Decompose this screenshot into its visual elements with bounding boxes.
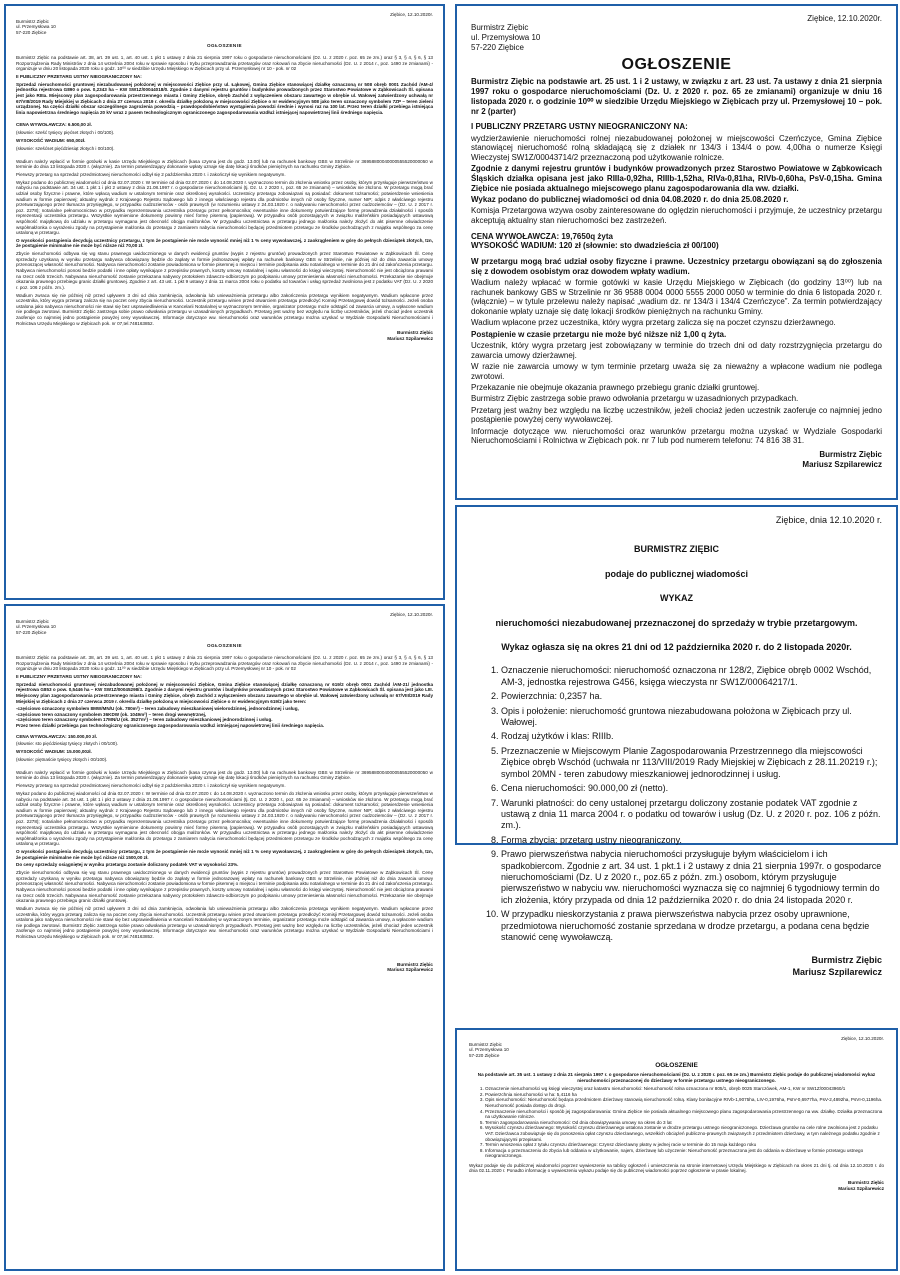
notice-date: Ziębice, 12.10.2020r. [841,1036,884,1041]
address-line: 57-220 Ziębice [16,629,47,635]
list-item: 2. Powierzchnia: 0,2357 ha. [501,691,882,702]
signature-line: Mariusz Szpilarewicz [387,967,433,973]
notice-body: Wykaz podano do publicznej wiadomości od dnia 02.07.2020 r. W terminie od dnia 02.07.2020 r. do 14.08.2020 r. wyznaczono termin do złożenia wniosku przez osoby, którym przysługuje pierwszeństwo w nabyciu na podstawie art. 34 ust. 1 pkt 1 i pkt 2 ustawy z dnia 21.08.1997 r. o gospodarce nieruchomościami (tj. Dz. U. z 2020 r., poz. 65 ze zmianami) – wniosków nie złożono. W przetargu mogą brać udział osoby fizyczne i prawne, które wpłacą wadium w ustalonym terminie oraz określonej wysokości. Uczestnicy przetargu zobowiązani są posiadać: dokument tożsamości; potwierdzenie wniesienia wadium w formie papierowej; aktualny wydruk z Krajowego Rejestru Sądowego lub z innego właściwego rejestru dla podmiotów innych niż osoby fizyczne, numer NIP; odpis z właściwego rejestru przetwarzającego przez tłumacza przysięgłego, w przypadku cudzoziemców - osób prawnych (w rozumieniu ustawy z 24.03.1920 r. o nabywaniu nieruchomości przez cudzoziemców – (Dz. U. z 2017 r. poz. 2278); notarialne pełnomocnictwo w przypadku reprezentowania uczestnika przetargu przez pełnomocnika; ewentualnie inne dokumenty potwierdzające formę prowadzenia działalności i sposób reprezentacji uczestnika przetargu. Wszystkie wymienione dokumenty powinny mieć formę pisemną (papierową). W przypadku osób pozostających w związku małżeńskim posiadających ustawową wspólność majątkową do udziału w przetargu wymagana jest obecność obojga małżonków. W przypadku uczestnictwa w przetargu jednego małżonka należy złożyć do akt pisemne oświadczenie współmałżonka o wyrażeniu zgody na przystąpienie małżonka do przetargu z zamiarem nabycia nieruchomości będącej przedmiotem przetargu ze środków pochodzących z majątku wspólnego za cenę ustaloną w przetargu. [16,790,433,847]
address-line: ul. Przemysłowa 10 [469,1047,509,1053]
notice-title: OGŁOSZENIE [621,56,732,74]
list-item: 6. Wysokość czynszu dzierżawnego: Wysokość czynszu dzierżawnego ustalona zostanie w drodze przetargu ustnego nieograniczonego. Dzierżawa gruntów na cele rolne zwolniona jest z podatku VAT. Dzierżawca zobowiązuje się do ponoszenia opłat czynszu dzierżawnego, wszelkich obciążeń publiczno-prawnych związanych z przedmiotem dzierżawy, w tym należnego podatku zgodnie z obowiązującymi przepisami. [485,1125,884,1142]
land-register-info: Zgodnie z danymi rejestru gruntów i budynków prowadzonych przez Starostwo Powiatowe w Ząbkowicach Śląskich działka opisana jest jako RIIIa-0,92ha, RIIIb-1,52ha, RIVa-0,81ha, RIVb-0,60ha, PsV-0,15ha. Gmina Ziębice nie posiada aktualnego miejscowego planu zagospodarowania dla ww. działki. [471,164,882,193]
list-item: 7. Warunki płatności: do ceny ustalonej przetargu doliczony zostanie podatek VAT zgodnie z ustawą z dnia 11 marca 2004 r. o podatku od towarów i usług (Dz. U. z 2020 r. poz. 106 z późn. zm.). [501,798,882,832]
address-line: 57-220 Ziębice [471,42,524,52]
notice-body: Burmistrz Ziębic zastrzega sobie prawo odwołania przetargu w uzasadnionych przypadkach. [471,394,799,404]
notice-body: O wysokości postąpienia decydują uczestnicy przetargu, z tym że postąpienie nie może wynosić mniej niż 1 % ceny wywoławczej, z zaokrągleniem w górę do pełnych dziesiątek złotych, tzn, że postąpienie minimalne nie może być niższe niż 70,00 zł. [16,237,433,249]
address-line: ul. Przemysłowa 10 [16,24,56,30]
signature [16,962,433,973]
wadium-info: Wadium należy wpłacić w formie gotówki w kasie Urzędu Miejskiego w Ziębicach (kasa czynna jest do godz. 13.00) lub na rachunek bankowy GBS w Strzelinie nr 36958800040000555520000050 w terminie do dnia 13 listopada 2020 r. (włącznie). Za termin potwierdzający dokonanie wpłaty uznaje się datę lokacji środków pieniężnych na rachunku Gminy Ziębice. [16,158,433,170]
deposit-label: WYSOKOŚĆ WADIUM: 650,00zł. [16,138,86,144]
notice-address [16,619,433,636]
list-item: 8. Forma zbycia: przetarg ustny nieograniczony. [501,835,882,846]
list-item: 9. Prawo pierwszeństwa nabycia nieruchomości przysługuje byłym właścicielom i ich spadkobiercom. Zgodnie z art. 34 ust. 1 pkt.1 i 2 ustawy z dnia 21 sierpnia 1997r. o gospodarce nieruchomościami (Dz. U z 2020 r., poz.65 z późn. zm.) osobom, którym przysługuje pierwszeństwo w nabyciu ww. nieruchomości wyznacza się co najmniej 6 tygodniowy termin do ich złożenia, który przypada od dnia 12 października 2020 r. do dnia 24 listopada 2020 r. [501,849,882,906]
signature [16,330,433,341]
list-item: 1. Oznaczenie nieruchomości: nieruchomość oznaczona nr 128/2, Ziębice obręb 0002 Wschód, AM-3, jednostka rejestrowa G456, księga wieczysta nr SW1Z/00064217/1. [501,665,882,688]
signature [469,1180,884,1191]
wadium-info: Wadium należy wpłacać w formie gotówki w kasie Urzędu Miejskiego w Ziębicach (do godziny 13⁰⁰) lub na rachunek bankowy GBS w Strzelinie nr 36 9588 0004 0000 5555 2000 0050 w terminie do dnia 6 listopada 2020 r. (włącznie) – w tytule przelewu należy napisać „wadium dz. nr 134/3 i 134/4 Czerńczyce”. Za termin potwierdzający dokonanie wpłaty uznaje się datę lokacji środków pieniężnych na rachunku Gminy. [471,278,882,317]
notice-date: Ziębice, 12.10.2020r. [390,612,433,617]
price-label: CENA WYWOŁAWCZA: 6.500,00 zł. [16,122,92,128]
signature-line: Mariusz Szpilarewicz [387,335,433,341]
deposit-words: (słownie: piętnaście tysięcy złotych i 00/100). [16,757,108,762]
address-line: Burmistrz Ziębic [469,1041,502,1047]
notice-title: OGŁOSZENIE [206,643,243,649]
subject-item: -częściowo teren oznaczony symbolem 17MN/U (ok. 3527m²) – teren zabudowy mieszkaniowej jednorodzinnej i usług. [16,717,273,723]
notice-address [471,23,882,52]
subject-item: -częściowo oznaczony symbolem 8MW/MN/U (ok. 780m²) – teren zabudowy mieszkaniowej wielorodzinnej, jednorodzinnej i usług, [16,706,299,712]
notice-subject: wydzierżawienie nieruchomości rolnej niezabudowanej położonej w miejscowości Czerńczyce, Gmina Ziębice stanowiącej nieruchomość rolną składającą się z działek nr 134/3 i 134/4 o pow. 4,00ha o numerze Księgi Wieczystej SW1Z/00043714/2 przeznaczoną pod użytkowanie rolnicze. [471,133,882,162]
notice-body: Zbycie nieruchomości odbywa się wg stanu prawnego uwidocznionego w danych ewidencji gruntów (wypis z rejestru gruntów) prowadzonych przez Starostwo Powiatowe w Ząbkowicach Śl. Cenę sprzedaży uzyskaną w wyniku przetargu nabywca obowiązany będzie do zapłaty w formie jednorazowej wpłaty na rachunek bankowy GBS w Strzelinie, nie później niż do dnia zawarcia umowy przenoszącej własność nieruchomości. Nabywca nieruchomości zostanie powiadomiona w formie pisemnej o miejscu i terminie podpisania aktu notarialnego w terminie do 21 dni od zakończenia przetargu. Nabywca nieruchomości ponosi bedzie podatki i inne opłaty wynikające z przepisów prawnych, koszty umowy notarialnej i wpisu własności do księgi wieczystej. Nieruchomość nie jest obciążona prawami na rzecz osób trzecich. Nabywana nieruchomość zostanie przekazana nabywcy protokołem zdawczo-odbiorczym po podpisaniu umowy przeniesienia własności nieruchomości. Przekazanie nie obejmuje okazania prawnego przebiegu granic działki gruntowej. Zgodnie z art. 43 ust. 1 pkt 9 ustawy z dnia 11 marca 2004 roku o podatku od towarów i usług sprzedaż zwolniona jest z podatku VAT (Dz. U. z 2020 r. poz. 106 z późn. zm.). [16,251,433,290]
notice-body: Przekazanie nie obejmuje okazania prawnego przebiegu granic działki gruntowej. [471,383,760,393]
notice-address [16,19,433,36]
list-item: 5. Termin zagospodarowania nieruchomości: Od dnia obowiązywania umowy na okres do 3 lat [485,1120,884,1126]
contact-info: Informacje dotyczące ww. nieruchomości oraz warunków przetargu można uzyskać w Wydziale Gospodarki Nieruchomościami i Rolnictwa w Ziębicach pok. nr 7 lub pod numerem telefonu: 74 816 38 31. [471,426,882,446]
notice-body: Przetarg jest ważny bez względu na liczbę uczestników, jeżeli chociaż jeden uczestnik zaoferuje co najmniej jedno postąpienie powyżej ceny wywoławczej. [471,405,882,425]
notice-heading: II PUBLICZNY PRZETARG USTNY NIEOGRANICZONY NA: [16,73,142,79]
list-item: 4. Przeznaczenie nieruchomości i sposób jej zagospodarowania: Gmina Ziębice nie posiada aktualnego miejscowego planu zagospodarowania przestrzennego na ww. działkę. Działka przeznaczona na użytkowanie rolnicze. [485,1109,884,1120]
notice-date: Ziębice, 12.10.2020r. [807,14,882,23]
address-line: 57-220 Ziębice [16,29,47,35]
notice-date: Ziębice, 12.10.2020r. [390,12,433,17]
list-item: 10. W przypadku nieskorzystania z prawa pierwszeństwa nabycia przez osoby uprawnione, przedmiotowa nieruchomość zostanie sprzedana w drodze przetargu, a podana cena będzie stanowić cenę wywoławczą. [501,909,882,943]
notice-lease-czernczyce [455,4,898,500]
deposit-label: WYSOKOŚĆ WADIUM: 120 zł (słownie: sto dwadzieścia zł 00/100) [471,241,719,251]
notice-body: Wadium zwraca się nie później niż przed upływem 3 dni od dnia zamknięcia, odwołania lub unieważnienia przetargu albo zakończenia przetargu wynikiem negatywnym. Wadium wpłacone przez uczestnika, który wygra przetarg zalicza się na poczet ceny zbycia nieruchomości. Uczestnik przetargu winien przed otwarciem przetargu przedłożyć Komisji Przetargowej dowód tożsamości. Jeżeli osoba ustalona jako nabywca nieruchomości nie stawi się bez usprawiedliwienia w Kancelarii Notarialnej w wyznaczonym terminie, organizator przetargu może odstąpić od zawarcia umowy, a wpłacone wadium nie podlega zwrotowi. Burmistrz Ziębic zastrzega sobie prawo odwołania przetargu w uzasadnionych przypadkach. Przetarg jest ważny bez względu na liczbę uczestników, jeżeli chociaż jeden uczestnik zaoferuje co najmniej jedno postąpienie powyżej ceny wywoławczej. Informacje dotyczące ww. nieruchomości oraz warunków przetargu można uzyskać w Wydziale Gospodarki Nieruchomościami i Rolnictwa Urzędu Miejskiego w Ziębicach pok. nr 07,tel.748163852. [16,905,433,939]
notice-address [469,1042,884,1059]
notice-body: Wadium wpłacone przez uczestnika, który wygra przetarg zalicza się na poczet czynszu dzierżawnego. [471,318,836,328]
address-line: Burmistrz Ziębic [16,18,49,24]
signature-line: Burmistrz Ziębic [397,330,433,336]
notice-title: OGŁOSZENIE [655,1062,698,1070]
notice-wykaz [455,505,898,977]
inspection-info: Komisja Przetargowa wzywa osoby zainteresowane do oględzin nieruchomości i przyjmuje, że uczestnicy przetargu akceptują aktualny stan nieruchomości bez zastrzeżeń. [471,206,882,225]
notice-lease-starczowek [455,1028,898,1271]
address-line: Burmistrz Ziębic [16,618,49,624]
first-auction-info: Pierwszy przetarg na sprzedaż przedmiotowej nieruchomości odbył się 2 października 2020 r. i zakończył się wynikiem negatywnym. [16,171,286,177]
list-item: 3. Opis nieruchomości: Nieruchomość będąca przedmiotem dzierżawy stanowią nieruchomość rolną. Klasy bonitacyjne RIVb-1,9075ha, LIV-0,1976ha, PsIV-0,6977ha, PsV-2,4892ha, PsVI-0,1196ha. Nieruchomość posiada dostęp do drogi. [485,1097,884,1108]
notice-body: Zbycie nieruchomości odbywa się wg stanu prawnego uwidocznionego w danych ewidencji gruntów (wypis z rejestru gruntów) prowadzonych przez Starostwo Powiatowe w Ząbkowicach Śl. Cenę sprzedaży uzyskaną w wyniku przetargu nabywca obowiązany będzie do zapłaty w formie jednorazowej wpłaty na rachunek bankowy GBS w Strzelinie, nie później niż do dnia zawarcia umowy przenoszącej własność nieruchomości. Nabywca nieruchomości zostanie powiadomiona w formie pisemnej o miejscu i terminie podpisania aktu notarialnego w terminie do 21 dni od zakończenia przetargu. Nabywca nieruchomości ponosi bedzie podatki i inne opłaty wynikające z przepisów prawnych, koszty umowy notarialnej i wpisu własności do księgi wieczystej. Nieruchomość nie jest obciążona prawami na rzecz osób trzecich. Nabywana nieruchomość zostanie przekazana nabywcy protokołem zdawczo-odbiorczym po podpisaniu umowy przeniesienia własności nieruchomości. Przekazanie nie obejmuje okazania prawnego przebiegu granic działki gruntowej. [16,870,433,904]
subject-item: -częściowo teren oznaczony symbolem 36KDW (ok. 1049m²) – teren drogi wewnętrznej, [16,711,207,717]
deposit-label: WYSOKOŚĆ WADIUM: 15.000,00zł. [16,749,92,755]
notice-sale-plot-619-2 [4,604,445,1271]
signature-line: Mariusz Szpilarewicz [792,966,882,977]
wykaz-authority: BURMISTRZ ZIĘBIC [634,544,719,555]
vat-info: Do ceny sprzedaży osiągniętej w wyniku przetargu zostanie doliczony podatek VAT w wysokości 23%. [16,862,239,868]
list-item: 3. Opis i położenie: nieruchomość gruntowa niezabudowana położona w Ziębicach przy ul. Wałowej. [501,706,882,729]
price-label: CENA WYWOŁAWCZA: 150.000,00 zł. [16,733,98,739]
list-item: 8. Informacja o przeznaczeniu do zbycia lub oddania w użytkowanie, najem, dzierżawę lub użyczenie: Nieruchomość przeznaczona jest do oddania w dzierżawę w formie przetargu ustnego nieograniczonego. [485,1148,884,1159]
list-item: 6. Cena nieruchomości: 90.000,00 zł (netto). [501,783,882,794]
notice-date: Ziębice, dnia 12.10.2020 r. [775,515,882,525]
closing-info: Wykaz podaje się do publicznej wiadomości poprzez wywieszenie na tablicy ogłoszeń i umieszczenia na stronie internetowej Urzędu Miejskiego w Ziębicach na okres 21 dni tj. od dnia 12.10.2020 r. do dnia 02.11.2020 r. Ponadto informację o wywieszeniu wykazu podaje się do publicznej wiadomości poprzez ogłoszenie w prasie lokalnej. [469,1162,884,1174]
notice-title: OGŁOSZENIE [206,43,243,49]
notice-intro: Burmistrz Ziębic na podstawie art. 38, art. 39 ust. 1, art. 40 ust. 1 pkt 1 ustawy z dnia 21 sierpnia 1997 roku o gospodarce nieruchomościami (Dz. U. z 2020 r. poz. 65 ze zm.) oraz § 3, § 4, § 6, § 13 Rozporządzenia Rady Ministrów z dnia 14 września 2004 roku w sprawie sposobu i trybu przeprowadzania przetargów oraz rokowań na zbycie nieruchomości (Dz. U. z 2014 r., poz. 1490 ze zmianami) - organizuje w dniu 20 listopada 2020 roku o godz. 11⁰⁰ w siedzibie Urzędu Miejskiego w Ziębicach przy ul. Przemysłowej nr 10 - pok. nr 02 [16,654,433,672]
price-words: (słownie: sześć tysięcy pięćset złotych i 00/100). [16,130,115,136]
list-item: 5. Przeznaczenie w Miejscowym Planie Zagospodarowania Przestrzennego dla miejscowości Ziębice obręb Wschód (uchwała nr 113/VIII/2019 Rady Miejskiej w Ziębicach z 28.11.20219 r.); symbol 20MN - teren zabudowy mieszkaniowej jednorodzinnej i usług. [501,746,882,780]
address-line: ul. Przemysłowa 10 [471,32,541,42]
list-publication-info: Wykaz podano do publicznej wiadomości od dnia 04.08.2020 r. do dnia 25.08.2020 r. [471,194,789,204]
address-line: ul. Przemysłowa 10 [16,624,56,630]
wykaz-purpose: nieruchomości niezabudowanej przeznaczonej do sprzedaży w trybie przetargowym. [495,617,858,628]
notice-intro: Na podstawie art. 35 ust. 1 ustawy z dnia 21 sierpnia 1997 r. o gospodarce nieruchomościami (Dz. U. z 2020 r. poz. 65 ze zm.) Burmistrz Ziębic podaje do publicznej wiadomości wykaz nieruchomości przeznaczonej do dzierżawy w formie przetargu ustnego nieograniczonego. [477,1071,876,1083]
notice-body: Wykaz podano do publicznej wiadomości od dnia 02.07.2020 r. W terminie od dnia 02.07.2020 r. do 14.08.2020 r. wyznaczono termin do złożenia wniosku przez osoby, którym przysługuje pierwszeństwo w nabyciu na podstawie art. 34 ust. 1 pkt 1 i pkt 2 ustawy z dnia 21.08.1997 r. o gospodarce nieruchomościami (tj. Dz. U. z 2020 r., poz. 65 ze zmianami) – wniosków nie złożono. W przetargu mogą brać udział osoby fizyczne i prawne, które wpłacą wadium w ustalonym terminie oraz określonej wysokości. Uczestnicy przetargu zobowiązani są posiadać: dokument tożsamości; potwierdzenie wniesienia wadium w formie papierowej; aktualny wydruk z Krajowego Rejestru Sądowego lub z innego właściwego rejestru dla podmiotów innych niż osoby fizyczne, numer NIP; odpis z właściwego rejestru przetwarzającego przez tłumacza przysięgłego, w przypadku cudzoziemców - osób prawnych (w rozumieniu ustawy z 24.03.1920 r. o nabywaniu nieruchomości przez cudzoziemców – (Dz. U. z 2017 r. poz. 2278); notarialne pełnomocnictwo w przypadku reprezentowania uczestnika przetargu przez pełnomocnika; ewentualnie inne dokumenty potwierdzające formę prowadzenia działalności i sposób reprezentacji uczestnika przetargu. Wszystkie wymienione dokumenty powinny mieć formę pisemną (papierową). W przypadku osób pozostających w związku małżeńskim posiadających ustawową wspólność majątkową do udziału w przetargu wymagana jest obecność obojga małżonków. W przypadku uczestnictwa w przetargu jednego małżonka należy złożyć do akt pisemne oświadczenie współmałżonka o wyrażeniu zgody na przystąpienie małżonka do przetargu z zamiarem nabycia nieruchomości będącej przedmiotem przetargu ze środków pochodzących z majątku wspólnego za cenę ustaloną w przetargu. [16,179,433,236]
first-auction-info: Pierwszy przetarg na sprzedaż przedmiotowej nieruchomości odbył się 2 października 2020 r. i zakończył się wynikiem negatywnym. [16,783,286,789]
list-item: 2. Powierzchnia nieruchomości w ha: 5,4116 ha [485,1092,884,1098]
wykaz-period: Wykaz ogłasza się na okres 21 dni od 12 października 2020 r. do 2 listopada 2020r. [501,642,852,653]
signature-line: Burmistrz Ziębic [819,450,882,460]
notice-intro: Burmistrz Ziębic na podstawie art. 25 ust. 1 i 2 ustawy, w związku z art. 23 ust. 7a ustawy z dnia 21 sierpnia 1997 roku o gospodarce nieruchomościami (Dz. U. z 2020 r. poz. 65 ze zmianami) organizuje w dniu 16 listopada 2020 r. o godzinie 10⁰⁰ w siedzibie Urzędu Miejskiego w Ziębicach przy ul. Przemysłowej 10 – pok. nr 2 (parter) [471,77,882,116]
notice-subject: Sprzedaż nieruchomości gruntowej niezabudowanej położonej w miejscowości Ziębice przy ul. Łąkowej, Gmina Ziębice stanowiącej działkę oznaczoną nr 508 obręb 0001 Zachód /AM-4/ jednostka rejestrowa G890 o pow. 0,2343 ha – KW SW1Z/00044018/0. Zgodnie z danymi rejestru gruntów i budynków prowadzonych przez Starostwo Powiatowe w Ząbkowicach Śl. opisana jest jako RIIIa. Miejscowy plan zagospodarowania przestrzennego miasta i Gminy Ziębice, obręb Zachód z wyłączeniem obszaru zawartego w obrębie ul. Wałowej zatwierdzony uchwałą nr 67/VIII/2019 Rady Miejskiej w Ziębicach z dnia 27 czerwca 2019 r. określa działkę położoną w miejscowości Ziębice o nr ewidencyjnym 508 jako teren oznaczony symbolem 7ZP – teren zieleni urządzonej. Na części działki obszar szczególnego zagrożenia powodzią – prawdopodobieństwo wystąpienia powodzi średnie i wynosi raz na 100 lat. Przez teren działki przebiega istniejąca linia napowietrzna średniego napięcia 20 kV wraz z pasem technologicznym ograniczonego zagospodarowania wzdłuż istniejącej napowietrznej linii średniego napięcia. [16,81,433,115]
list-item: 4. Rodzaj użytków i klas: RIIIb. [501,731,882,742]
notice-body: O wysokości postąpienia decydują uczestnicy przetargu, z tym że postąpienie nie może wynosić mniej niż 1 % ceny wywoławczej, z zaokrągleniem w górę do pełnych dziesiątek złotych, tzn, że postąpienie minimalne nie może być niższe niż 1500,00 zł. [16,849,433,860]
notice-body: Uczestnik, który wygra przetarg jest zobowiązany w terminie do trzech dni od daty rozstrzygnięcia przetargu do zawarcia umowy dzierżawnej. [471,341,882,360]
subject-items [16,706,433,728]
price-words: (słownie: sto pięćdziesiąt tysięcy złotych i 00/100). [16,741,119,747]
notice-intro: Burmistrz Ziębic na podstawie art. 38, art. 39 ust. 1, art. 40 ust. 1 pkt 1 ustawy z dnia 21 sierpnia 1997 roku o gospodarce nieruchomościami (Dz. U. z 2020 r. poz. 65 ze zm.) oraz § 3, § 4, § 6, § 13 Rozporządzenia Rady Ministrów z dnia 14 września 2004 roku w sprawie sposobu i trybu przeprowadzania przetargów oraz rokowań na zbycie nieruchomości (Dz. U. z 2014 r., poz. 1490 ze zmianami) - organizuje w dniu 20 listopada 2020 roku o godz. 10⁰⁰ w siedzibie Urzędu Miejskiego w Ziębicach przy ul. Przemysłowej nr 10 - pok. nr 02 [16,54,433,72]
notice-body: Wadium zwraca się nie później niż przed upływem 3 dni od dnia zamknięcia, odwołania lub unieważnienia przetargu albo zakończenia przetargu wynikiem negatywnym. Wadium wpłacone przez uczestnika, który wygra przetarg zalicza się na poczet ceny zbycia nieruchomości. Uczestnik przetargu winien przed otwarciem przetargu przedłożyć Komisji Przetargowej dowód tożsamości. Jeżeli osoba ustalona jako nabywca nieruchomości nie stawi się bez usprawiedliwienia w Kancelarii Notarialnej w wyznaczonym terminie, organizator przetargu może odstąpić od zawarcia umowy, a wpłacone wadium nie podlega zwrotowi. Burmistrz Ziębic zastrzega sobie prawo odwołania przetargu w uzasadnionych przypadkach. Przetarg jest ważny bez względu na liczbę uczestników, jeżeli chociaż jeden uczestnik zaoferuje co najmniej jedno postąpienie powyżej ceny wywoławczej. Informacje dotyczące ww. nieruchomości oraz warunków przetargu można uzyskać w Wydziale Gospodarki Nieruchomościami i Rolnictwa Urzędu Miejskiego w Ziębicach pok. nr 07,tel.748163852. [16,292,433,326]
notice-sale-plot-508 [4,4,445,600]
bid-step-info: Postąpienie w czasie przetargu nie może być niższe niż 1,00 q żyta. [471,329,727,339]
list-item: 1. Oznaczenie nieruchomości wg księgi wieczystej oraz katastru nieruchomości: Nieruchomość rolna oznaczona nr 805/1, obręb 0025 Starczówek, AM-1, KW nr SW1Z/00043960/1 [485,1086,884,1092]
subject-item: Przez teren działki przebiega pas technologiczny ograniczonego zagospodarowania wzdłuż istniejącej napowietrznej linii średniego napięcia. [16,723,325,729]
wykaz-subtitle: podaje do publicznej wiadomości [604,568,748,579]
notice-heading: II PUBLICZNY PRZETARG USTNY NIEOGRANICZONY NA: [16,673,142,679]
signature [471,955,882,978]
deposit-words: (słownie: sześćset pięćdziesiąt złotych i 00/100). [16,145,115,151]
signature [471,450,882,469]
address-line: 57-220 Ziębice [469,1052,500,1058]
wykaz-title: WYKAZ [660,593,693,604]
signature-line: Burmistrz Ziębic [397,961,433,967]
notice-heading: I PUBLICZNY PRZETARG USTNY NIEOGRANICZONY NA: [471,122,688,132]
address-line: Burmistrz Ziębic [471,23,529,32]
wadium-info: Wadium należy wpłacić w formie gotówki w kasie Urzędu Miejskiego w Ziębicach (kasa czynna jest do godz. 13.00) lub na rachunek bankowy GBS w Strzelinie nr 36958800040000555520000050 w terminie do dnia 13 listopada 2020 r. (włącznie). Za termin potwierdzający dokonanie wpłaty uznaje się datę lokacji środków pieniężnych na rachunku Gminy Ziębice. [16,769,433,781]
lease-items [469,1086,884,1159]
list-item: 7. Termin wnoszenia opłat z tytułu czynszu dzierżawnego: Czynsz dzierżawny płatny w jednej racie w terminie do 15 maja każdego roku [485,1142,884,1148]
signature-line: Mariusz Szpilarewicz [838,1185,884,1191]
notice-body: W razie nie zawarcia umowy w tym terminie przetarg uważa się za nieważny a wpłacone wadium nie podlega zwrotowi. [471,362,882,381]
notice-subject: Sprzedaż nieruchomości gruntowej niezabudowanej położonej w miejscowości Ziębice, Gmina Ziębice stanowiącej działkę oznaczoną nr 619/2 obręb 0001 Zachód /AM-21/ jednostka rejestrowa G853 o pow. 0,5446 ha – KW SW1Z/00045298/3. Zgodnie z danymi rejestru gruntów i budynków prowadzonych przez Starostwo Powiatowe w Ząbkowicach Śl. opisana jest jako LIII. Miejscowy plan zagospodarowania przestrzennego miasta i Gminy Ziębice, obręb Zachód z wyłączeniem obszaru zawartego w obrębie ul. Wałowej zatwierdzony uchwałą nr 67/VIII/2019 Rady Miejskiej w Ziębicach z dnia 27 czerwca 2019 r. określa działkę położoną w miejscowości Ziębice o nr ewidencyjnym 619/2 jako teren: [16,681,433,704]
signature-line: Burmistrz Ziębic [811,955,882,966]
participants-info: W przetargu mogą brać udział osoby fizyczne i prawne. Uczestnicy przetargu obowiązani są do zgłoszenia się z dowodem osobistym oraz dowodem wpłaty wadium. [471,257,882,276]
price-label: CENA WYWOŁAWCZA: 19,7650q żyta [471,231,613,241]
signature-line: Mariusz Szpilarewicz [802,459,882,469]
wykaz-items [471,665,882,943]
signature-line: Burmistrz Ziębic [848,1180,884,1186]
